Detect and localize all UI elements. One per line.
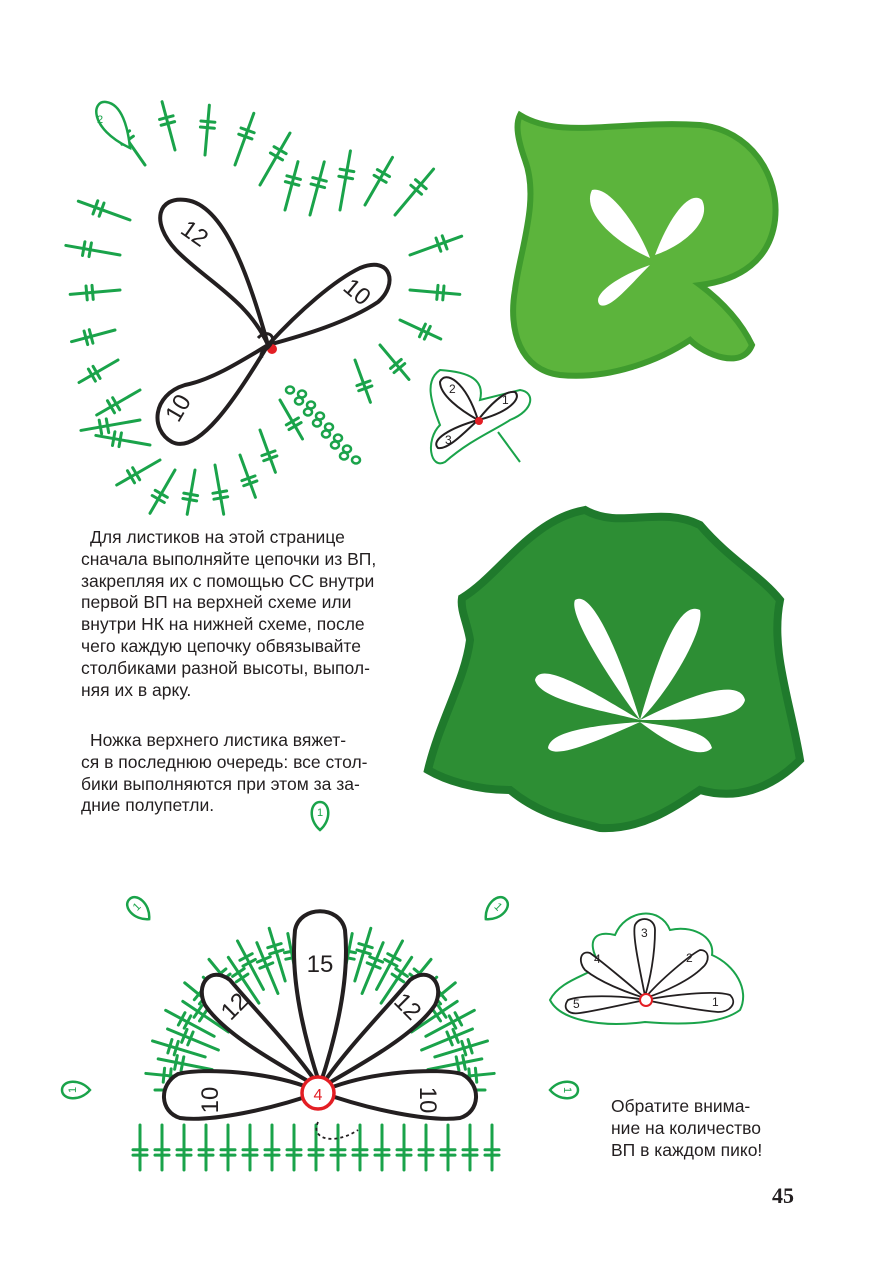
page-number: 45 xyxy=(772,1183,794,1208)
p1-line: няя их в арку. xyxy=(81,679,192,700)
bottom-order-center-marker xyxy=(640,994,652,1006)
top-petal-upper-count: 12 xyxy=(175,215,213,253)
p1-line: чего каждую цепочку обвязывайте xyxy=(81,635,361,656)
p2-line: бики выполняются при этом за за- xyxy=(81,773,360,794)
top-petal-lower-count: 10 xyxy=(160,389,197,427)
bottom-petal-left-count: 10 xyxy=(197,1086,224,1114)
pico-label: 1 xyxy=(67,1086,79,1093)
top-order-label-1: 1 xyxy=(502,393,509,407)
note-line: ние на количество xyxy=(611,1117,761,1138)
bottom-order-label-4: 4 xyxy=(594,952,601,966)
p1-line: Для листиков на этой странице xyxy=(90,527,345,547)
top-petal-right-count: 10 xyxy=(337,273,376,312)
top-order-label-3: 3 xyxy=(445,433,452,447)
p2-line: дние полупетли. xyxy=(81,795,215,816)
p1-line: столбиками разной высоты, выпол- xyxy=(81,657,370,678)
pico-label: 1 xyxy=(317,807,324,819)
p1-line: первой ВП на верхней схеме или xyxy=(81,592,352,613)
p1-line: внутри НК на нижней схеме, после xyxy=(81,614,365,635)
bottom-petal-right-count: 10 xyxy=(414,1086,441,1114)
pico-label: 1 xyxy=(130,900,144,914)
note-line: ВП в каждом пико! xyxy=(611,1139,763,1160)
pico-label: 1 xyxy=(491,900,505,914)
top-order-label-2: 2 xyxy=(449,382,456,396)
note-line: Обратите внима- xyxy=(611,1096,751,1116)
p2-line: ся в последнюю очередь: все стол- xyxy=(81,751,368,772)
bottom-order-label-2: 2 xyxy=(686,951,693,965)
p1-line: сначала выполняйте цепочки из ВП, xyxy=(81,548,377,569)
bottom-petal-center-count: 15 xyxy=(306,951,334,978)
bottom-order-label-1: 1 xyxy=(712,995,719,1009)
bottom-order-label-3: 3 xyxy=(641,926,648,940)
p2-line: Ножка верхнего листика вяжет- xyxy=(90,730,347,750)
bottom-petal-left-upper-count: 12 xyxy=(215,987,254,1026)
top-pico-label: 2 xyxy=(97,114,104,126)
pico-label: 1 xyxy=(561,1087,573,1094)
bottom-order-label-5: 5 xyxy=(573,997,580,1011)
bottom-center-count: 4 xyxy=(313,1087,323,1104)
bottom-petal-right-upper-count: 12 xyxy=(388,987,427,1026)
p1-line: закрепляя их с помощью СС внутри xyxy=(81,570,375,591)
